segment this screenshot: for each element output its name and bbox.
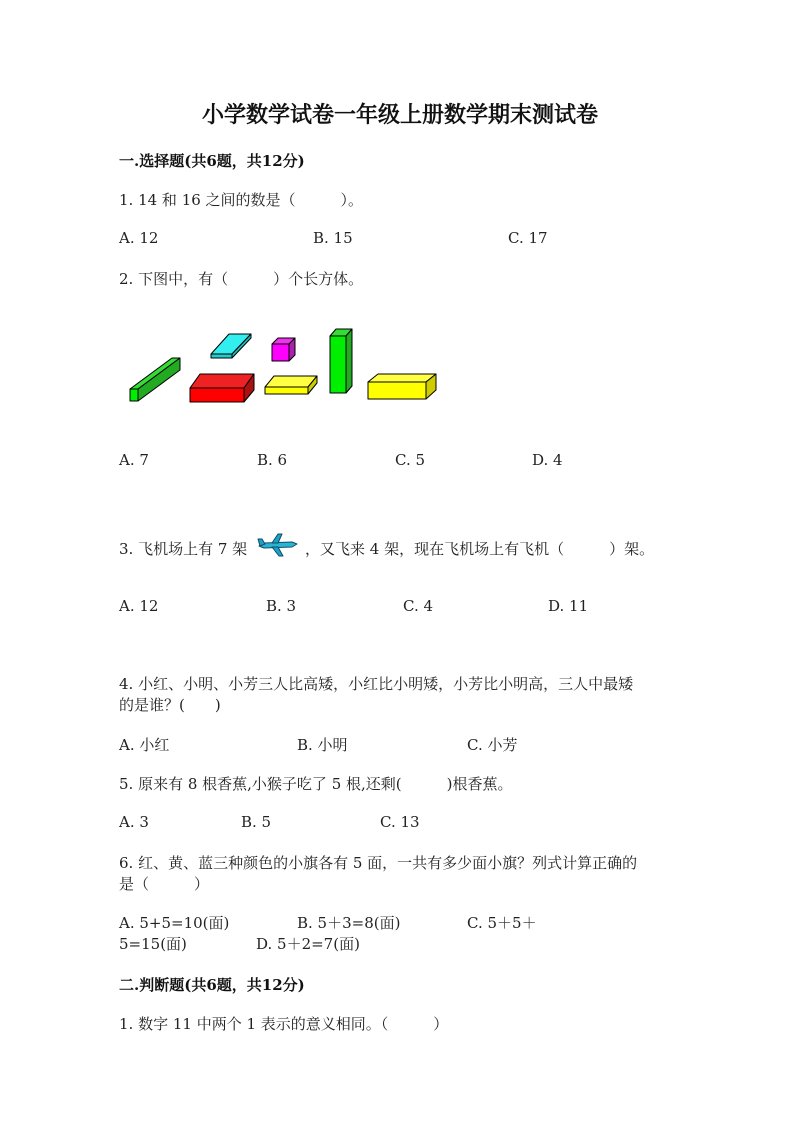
- page-title: 小学数学试卷一年级上册数学期末测试卷: [201, 102, 598, 128]
- cyan-slanted-prism: [211, 334, 251, 358]
- question-3-text-after: ，又飞来 4 架，现在飞机场上有飞机（ ）架。: [305, 540, 655, 558]
- q4-option-a: A. 小红: [119, 736, 170, 754]
- q4-option-b: B. 小明: [297, 736, 348, 754]
- q2-option-d: D. 4: [532, 451, 563, 469]
- question-1-text: 1. 14 和 16 之间的数是（ ）。: [119, 191, 364, 209]
- q5-option-c: C. 13: [380, 813, 420, 831]
- green-long-prism: [130, 358, 180, 401]
- yellow-box: [368, 374, 436, 399]
- q3-option-a: A. 12: [119, 597, 159, 615]
- question-5-text: 5. 原来有 8 根香蕉,小猴子吃了 5 根,还剩( )根香蕉。: [119, 775, 513, 793]
- q3-option-d: D. 11: [548, 597, 589, 615]
- q6-option-d: D. 5＋2=7(面): [256, 935, 360, 953]
- question-4-line-1: 4. 小红、小明、小芳三人比高矮，小红比小明矮，小芳比小明高，三人中最矮: [119, 675, 634, 693]
- section-heading-choice: 一.选择题(共6题，共12分): [119, 152, 305, 170]
- question-4-line-2: 的是谁？( ): [119, 696, 221, 714]
- q6-option-b: B. 5＋3=8(面): [297, 914, 401, 932]
- q3-option-c: C. 4: [403, 597, 434, 615]
- yellow-flat-prism: [265, 376, 317, 394]
- question-6-line-2: 是（ ）: [119, 875, 210, 893]
- question-6-line-1: 6. 红、黄、蓝三种颜色的小旗各有 5 面，一共有多少面小旗？列式计算正确的: [119, 854, 638, 872]
- judgment-question-1-text: 1. 数字 11 中两个 1 表示的意义相同。（ ）: [119, 1015, 449, 1033]
- q6-option-c: C. 5＋5＋: [467, 914, 537, 932]
- q5-option-a: A. 3: [119, 813, 149, 831]
- q2-option-c: C. 5: [395, 451, 426, 469]
- question-3-text-before: 3. 飞机场上有 7 架: [119, 540, 248, 558]
- q6-option-c-continued: 5=15(面): [119, 935, 187, 953]
- q1-option-c: C. 17: [508, 229, 548, 247]
- q4-option-c: C. 小芳: [467, 736, 518, 754]
- q3-option-b: B. 3: [266, 597, 297, 615]
- q1-option-b: B. 15: [313, 229, 353, 247]
- airplane-icon: [256, 532, 298, 558]
- q5-option-b: B. 5: [241, 813, 272, 831]
- rectangular-prisms-figure: [125, 322, 445, 407]
- green-tall-prism: [330, 329, 352, 393]
- q1-option-a: A. 12: [119, 229, 159, 247]
- q2-option-a: A. 7: [119, 451, 149, 469]
- section-heading-judgment: 二.判断题(共6题，共12分): [119, 976, 305, 994]
- magenta-cube: [272, 338, 295, 361]
- q6-option-a: A. 5+5=10(面): [119, 914, 230, 932]
- red-flat-prism: [190, 374, 254, 402]
- question-2-text: 2. 下图中，有（ ）个长方体。: [119, 270, 364, 288]
- q2-option-b: B. 6: [257, 451, 288, 469]
